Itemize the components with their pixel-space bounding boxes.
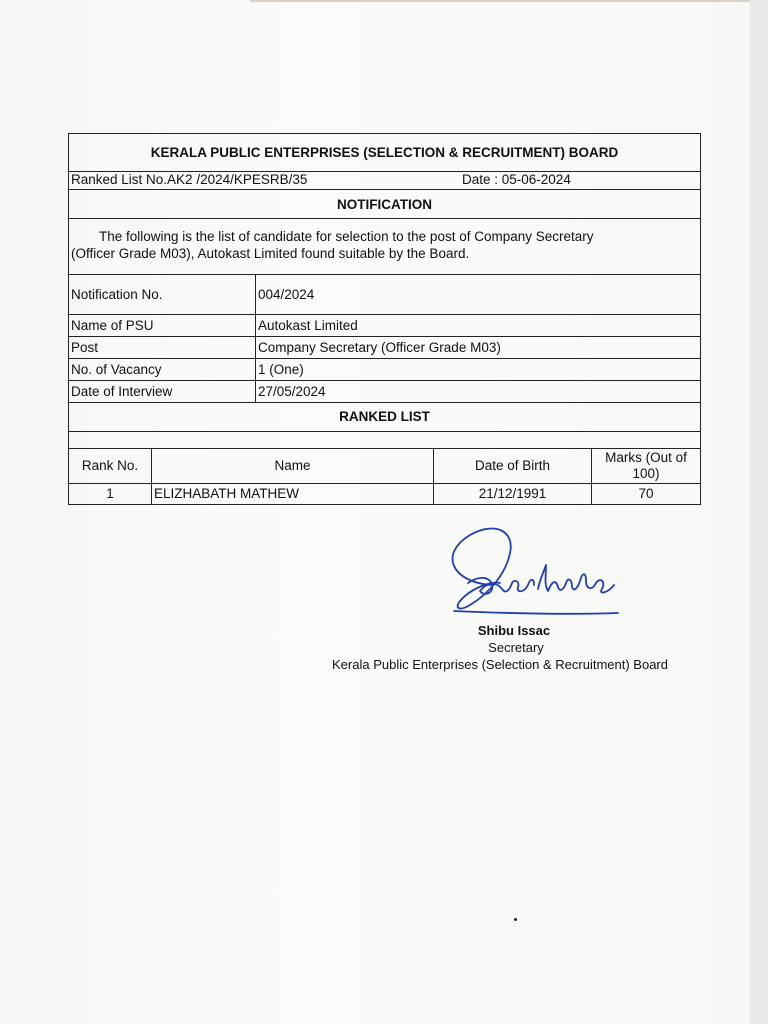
details-table <box>69 275 700 403</box>
details-value: Company Secretary (Officer Grade M03) <box>256 336 701 358</box>
details-label: Post <box>69 336 256 358</box>
column-header-rank: Rank No. <box>69 449 152 484</box>
table-row <box>69 483 700 504</box>
details-value: 27/05/2024 <box>256 380 701 402</box>
signatory-designation: Secretary <box>488 640 544 655</box>
intro-paragraph <box>69 219 700 275</box>
cell-name: ELIZHABATH MATHEW <box>152 483 434 504</box>
details-label: Date of Interview <box>69 380 256 402</box>
signatory-block <box>300 622 700 673</box>
notification-heading: NOTIFICATION <box>69 190 700 219</box>
details-row <box>69 336 700 358</box>
intro-line: (Officer Grade M03), Autokast Limited found suitable by the Board. <box>71 246 470 261</box>
column-header-dob: Date of Birth <box>434 449 592 484</box>
paper-edge <box>250 0 768 2</box>
details-row <box>69 358 700 380</box>
notification-form <box>68 133 701 505</box>
details-value: 004/2024 <box>256 275 701 314</box>
cell-marks: 70 <box>638 486 654 502</box>
details-row <box>69 314 700 336</box>
ranked-list-table <box>69 449 700 505</box>
column-header-marks <box>592 449 701 484</box>
handwritten-signature <box>440 523 630 623</box>
signatory-name: Shibu Issac <box>477 623 551 638</box>
details-value: 1 (One) <box>256 358 701 380</box>
column-header-name: Name <box>152 449 434 484</box>
board-title: KERALA PUBLIC ENTERPRISES (SELECTION & RECRUITMENT) BOARD <box>69 134 700 172</box>
ink-speck <box>514 918 517 921</box>
details-value: Autokast Limited <box>256 314 701 336</box>
blank-row <box>69 432 700 449</box>
ranked-list-number: Ranked List No.AK2 /2024/KPESRB/35 <box>71 172 308 187</box>
ranked-list-heading: RANKED LIST <box>69 403 700 432</box>
details-row <box>69 275 700 314</box>
intro-line: The following is the list of candidate for selection to the post of Company Secretary <box>99 229 594 244</box>
cell-rank: 1 <box>69 483 152 504</box>
details-label: No. of Vacancy <box>69 358 256 380</box>
details-label: Notification No. <box>69 275 256 314</box>
marks-header-line: 100) <box>632 465 660 481</box>
signatory-organization: Kerala Public Enterprises (Selection & Recruitment) Board <box>332 657 668 672</box>
marks-header-line: Marks (Out of <box>605 449 687 465</box>
cell-dob: 21/12/1991 <box>434 483 592 504</box>
notification-date: Date : 05-06-2024 <box>462 172 571 187</box>
signature-strokes <box>453 529 618 614</box>
reference-line <box>69 172 700 190</box>
paper-edge-right <box>750 0 768 1024</box>
table-header-row <box>69 449 700 484</box>
details-label: Name of PSU <box>69 314 256 336</box>
details-row <box>69 380 700 402</box>
